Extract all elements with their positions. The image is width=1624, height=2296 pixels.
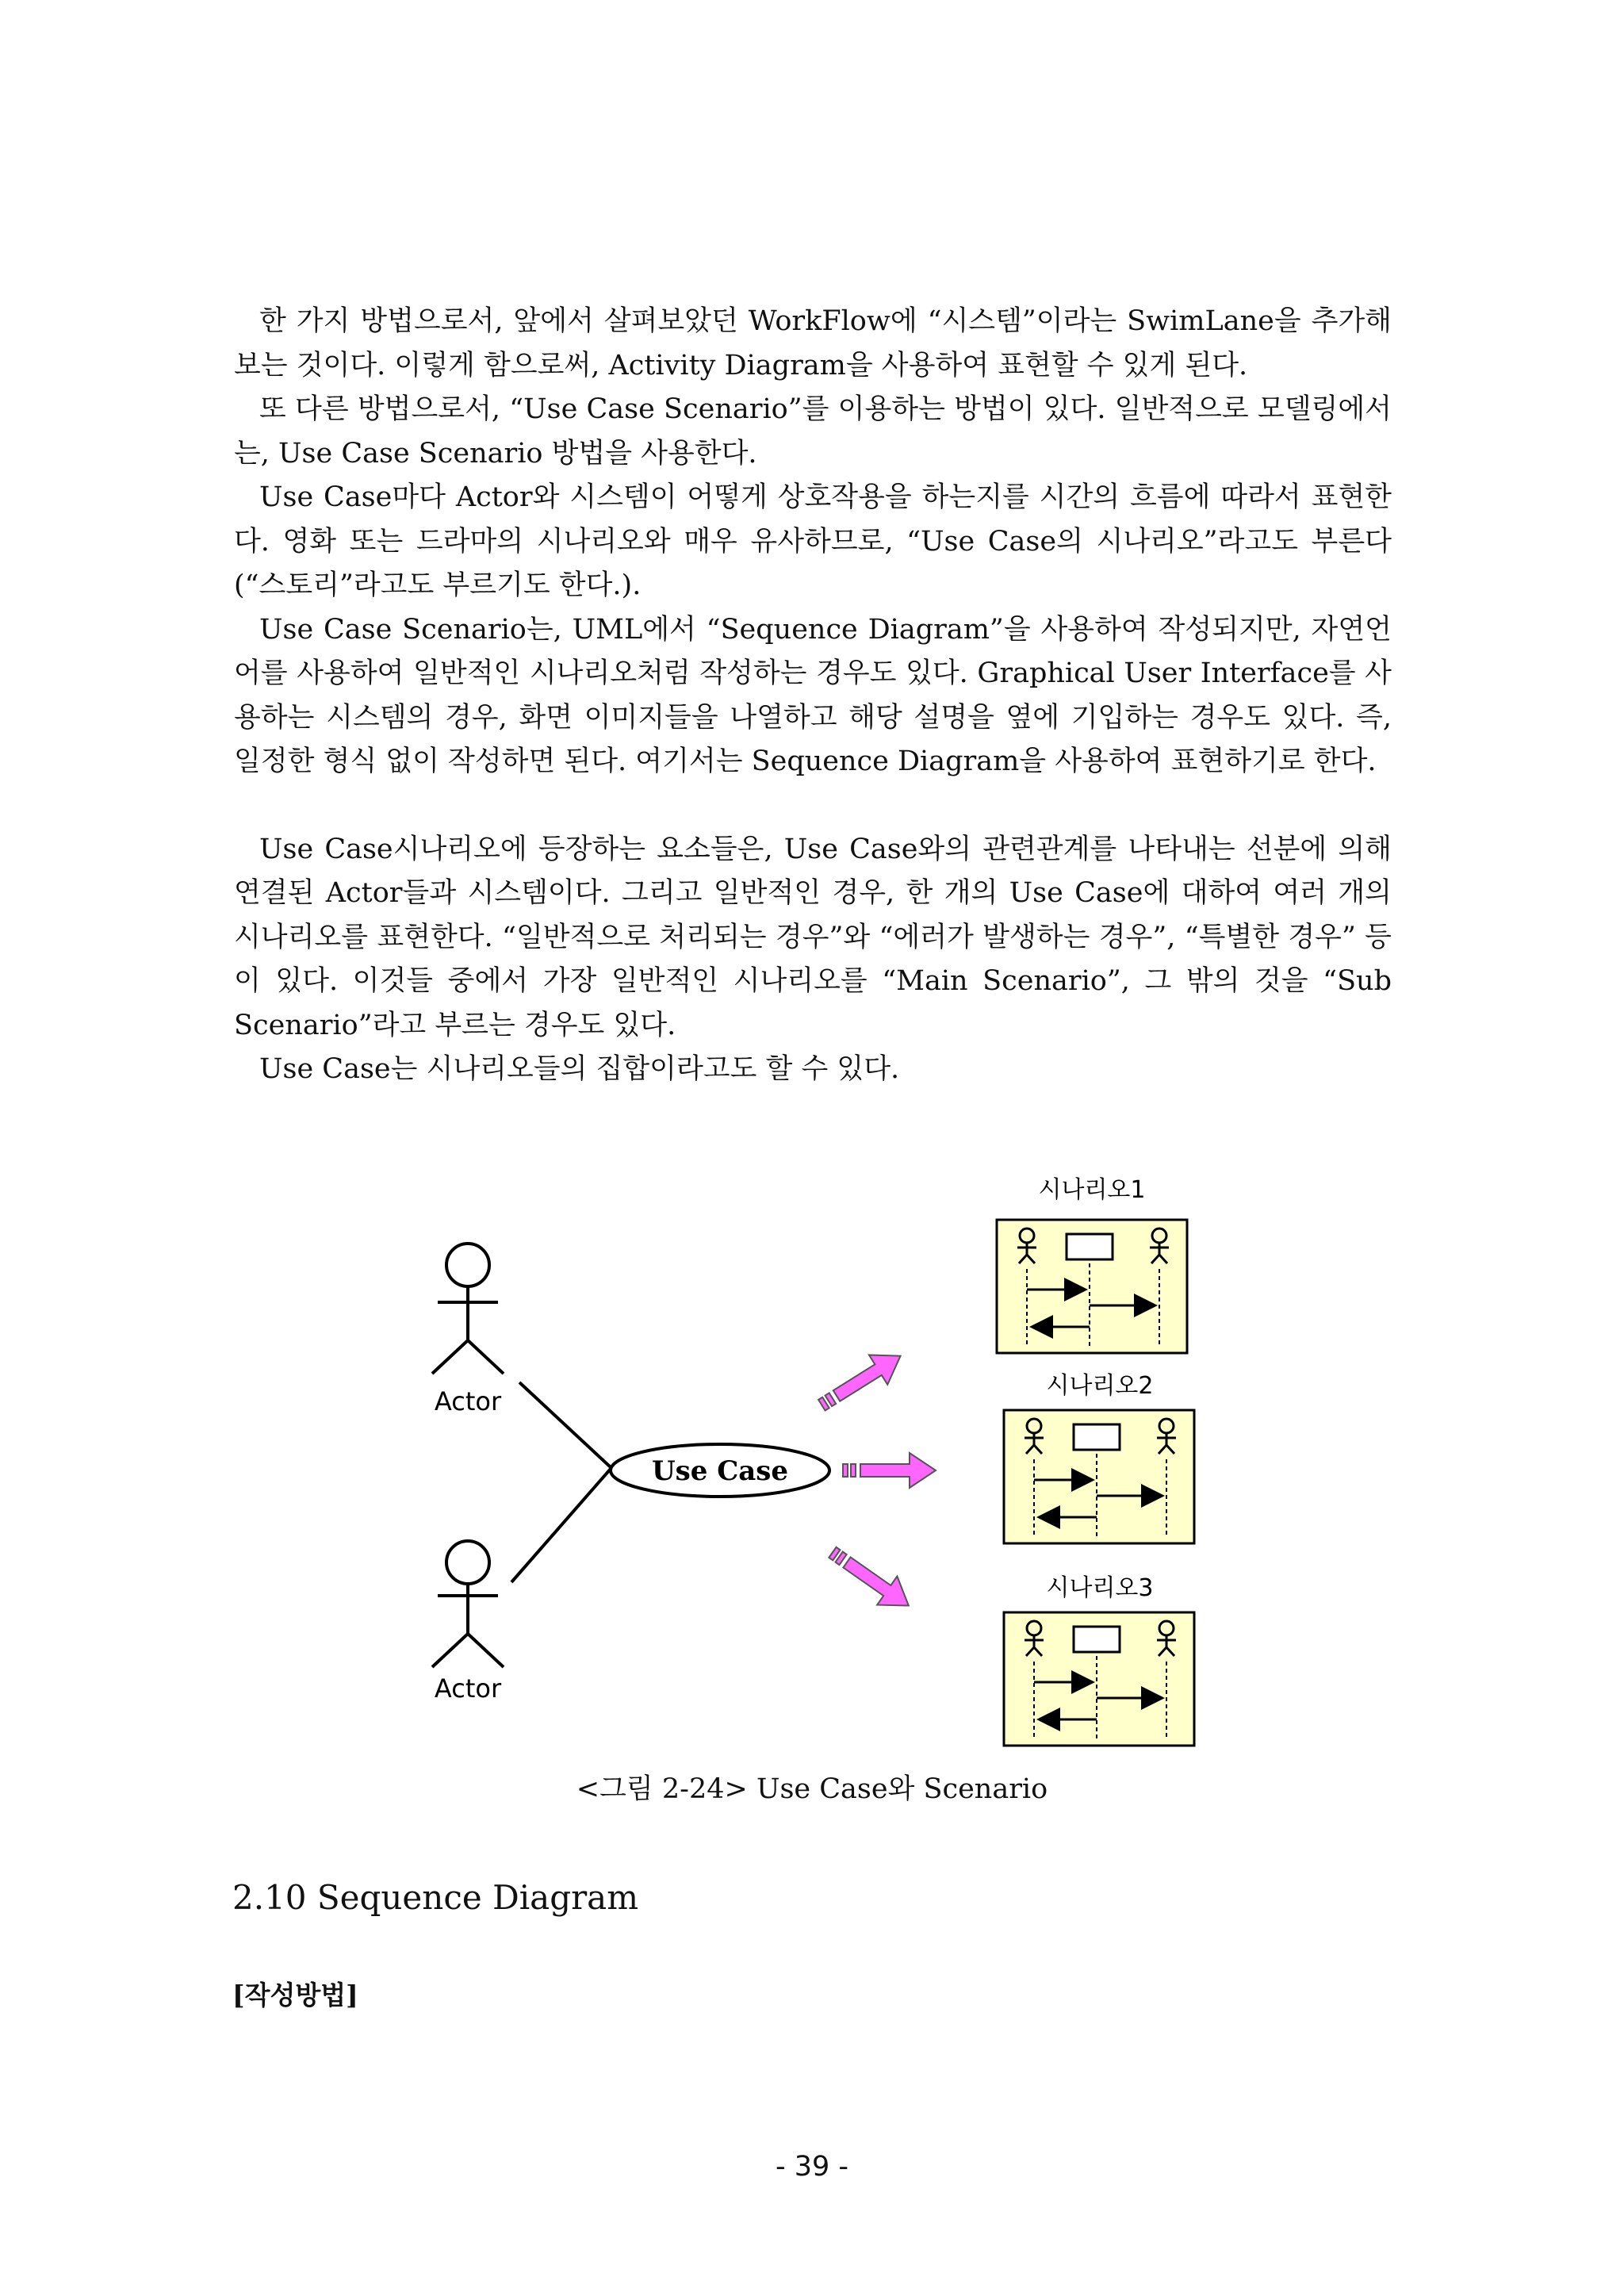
subsection-title: [작성방법] [232,1980,358,2010]
actor-2-icon [432,1541,504,1667]
page-number: - 39 - [775,2151,849,2183]
scenario-1-label: 시나리오1 [1038,1176,1146,1204]
paragraph-2: 또 다른 방법으로서, “Use Case Scenario”를 이용하는 방법이 있다. 일반적으로 모델링에서는, Use Case Scenario 방법을 사용한다. [234,393,1392,470]
actor-1-icon [432,1244,504,1374]
association-line-2 [511,1469,611,1582]
paragraph-3: Use Case마다 Actor와 시스템이 어떻게 상호작용을 하는지를 시간의 흐름에 따라서 표현한다. 영화 또는 드라마의 시나리오와 매우 유사하므로, “Use Case의 시나리오”라고도 부른다(“스토리”라고도 부르기도 한다.). [234,481,1392,601]
arrow-to-scenario-3-icon [829,1547,918,1620]
scenario-1-sequence-icon [997,1220,1187,1353]
actor-2-label: Actor [434,1673,502,1704]
scenario-3-sequence-icon [1004,1612,1194,1746]
arrow-to-scenario-2-icon [843,1453,936,1488]
paragraph-gap [234,784,1392,828]
paragraph-5: Use Case시나리오에 등장하는 요소들은, Use Case와의 관련관계를 나타내는 선분에 의해 연결된 Actor들과 시스템이다. 그리고 일반적인 경우, 한 개의 Use Case에 대하여 여러 개의 시나리오를 표현한다. “일반적으로 처리되는 경우”와 “에러가 발생하는 경우”, “특별한 경우” 등이 있다. 이것들 중에서 가장 일반적인 시나리오를 “Main Scenario”, 그 밖의 것을 “Sub Scenario”라고 부르는 경우도 있다. [234,833,1392,1041]
association-line-1 [519,1382,611,1467]
use-case-scenario-figure [412,1174,1229,1761]
figure-caption: <그림 2-24> Use Case와 Scenario [576,1773,1048,1805]
use-case-label: Use Case [651,1455,789,1487]
paragraph-1: 한 가지 방법으로서, 앞에서 살펴보았던 WorkFlow에 “시스템”이라는 SwimLane을 추가해 보는 것이다. 이렇게 함으로써, Activity Diagram을 사용하여 표현할 수 있게 된다. [234,305,1392,381]
scenario-3-label: 시나리오3 [1046,1574,1154,1602]
arrow-to-scenario-1-icon [818,1341,910,1411]
paragraph-4: Use Case Scenario는, UML에서 “Sequence Diagram”을 사용하여 작성되지만, 자연언어를 사용하여 일반적인 시나리오처럼 작성하는 경우도 있다. Graphical User Interface를 사용하는 시스템의 경우, 화면 이미지들을 나열하고 해당 설명을 옆에 기입하는 경우도 있다. 즉, 일정한 형식 없이 작성하면 된다. 여기서는 Sequence Diagram을 사용하여 표현하기로 한다. [234,613,1392,777]
paragraph-6: Use Case는 시나리오들의 집합이라고도 할 수 있다. [259,1053,900,1085]
scenario-2-sequence-icon [1004,1410,1194,1543]
scenario-2-label: 시나리오2 [1046,1372,1154,1400]
section-title: 2.10 Sequence Diagram [232,1878,639,1917]
actor-1-label: Actor [434,1386,502,1416]
body-text [234,300,1392,1092]
